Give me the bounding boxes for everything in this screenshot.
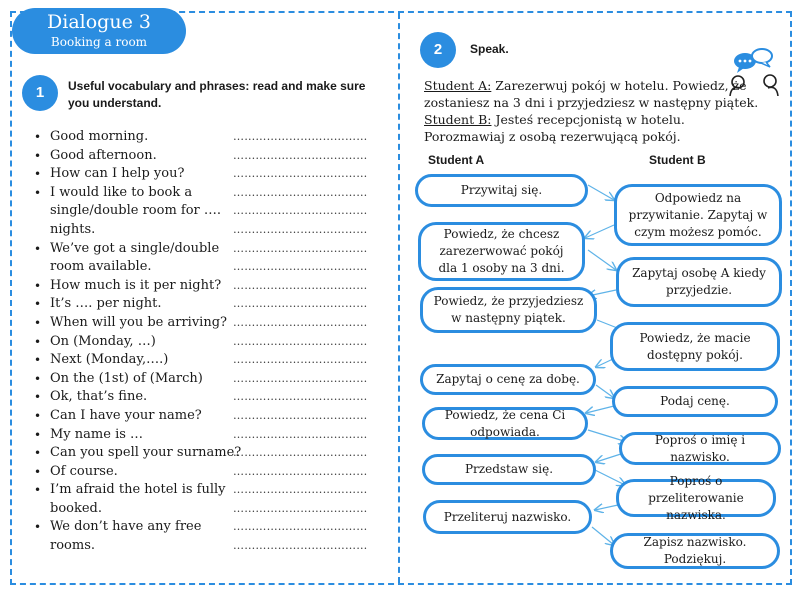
vocab-phrase: Good morning. — [50, 129, 149, 144]
answer-blank: ……………………………… — [233, 539, 368, 553]
column-header-student-b: Student B — [649, 153, 706, 167]
vocab-phrase: Can you spell your surname? — [50, 445, 242, 461]
bullet-icon: • — [34, 464, 42, 479]
vocab-phrase: Can I have your name? — [50, 407, 202, 423]
vocab-phrase: It’s …. per night. — [50, 296, 162, 312]
bullet-icon: • — [34, 353, 42, 368]
bullet-icon: • — [34, 278, 42, 293]
answer-blank: ……………………………… — [233, 167, 368, 181]
answer-blank: ……………………………… — [233, 260, 368, 274]
vocab-phrase: How can I help you? — [50, 166, 185, 182]
answer-blank: ……………………………… — [233, 130, 368, 143]
vocab-phrase: Ok, that’s fine. — [50, 389, 148, 405]
bullet-icon: • — [34, 520, 42, 535]
step-2-badge: 2 — [420, 32, 456, 68]
answer-blank: ……………………………… — [233, 520, 368, 534]
vocab-phrase: Of course. — [50, 463, 118, 479]
bullet-icon: • — [34, 297, 42, 312]
title-subtitle: Booking a room — [50, 35, 148, 49]
bubble-b2: Zapytaj osobę A kiedy przyjedzie. — [616, 257, 782, 307]
bullet-icon: • — [34, 334, 42, 349]
bubble-b6: Poproś o przeliterowanie nazwiska. — [616, 479, 776, 517]
bullet-icon: • — [34, 446, 42, 461]
vocab-phrase: How much is it per night? — [50, 277, 222, 293]
vocab-phrase: I would like to book a — [50, 184, 193, 200]
bullet-icon: • — [34, 315, 42, 330]
bubble-a1: Przywitaj się. — [415, 174, 588, 207]
bubble-a2: Powiedz, że chcesz zarezerwować pokój dla 1 osoby na 3 dni. — [418, 222, 585, 281]
bullet-icon: • — [34, 130, 42, 144]
answer-blank: ……………………………… — [233, 501, 368, 515]
answer-blank: ……………………………… — [233, 334, 368, 348]
bubble-b7: Zapisz nazwisko. Podziękuj. — [610, 533, 780, 569]
bullet-icon: • — [34, 185, 42, 200]
answer-blank: ……………………………… — [233, 315, 368, 329]
answer-blank: ……………………………… — [233, 204, 368, 218]
vocab-phrase: My name is … — [50, 426, 144, 442]
bubble-a5: Powiedz, że cena Ci odpowiada. — [422, 407, 588, 440]
bullet-icon: • — [34, 241, 42, 256]
bullet-icon: • — [34, 427, 42, 442]
vocab-phrase: We’ve got a single/double — [50, 240, 220, 256]
answer-blank: ……………………………… — [233, 241, 368, 255]
vocab-phrase: I’m afraid the hotel is fully — [50, 482, 226, 498]
bubble-a4: Zapytaj o cenę za dobę. — [420, 364, 596, 395]
title-main: Dialogue 3 — [47, 11, 151, 33]
student-a-task-text-1: Zarezerwuj pokój w hotelu. Powiedz, że — [491, 78, 747, 93]
vocab-phrase: On (Monday, …) — [50, 333, 156, 349]
bullet-icon: • — [34, 167, 42, 182]
bubble-b5: Poproś o imię i nazwisko. — [619, 432, 781, 465]
student-b-task-text: Jesteś recepcjonistą w hotelu. — [491, 112, 685, 127]
bubble-a7: Przeliteruj nazwisko. — [423, 500, 592, 534]
bullet-icon: • — [34, 148, 42, 163]
bubble-b3: Powiedz, że macie dostępny pokój. — [610, 322, 780, 371]
student-a-task-line-2: zostaniesz na 3 dni i przyjedziesz w następny piątek. — [424, 95, 759, 110]
vocab-phrase: When will you be arriving? — [50, 314, 227, 330]
vocab-phrase: On the (1st) of (March) — [50, 370, 203, 386]
answer-blank: ……………………………… — [233, 222, 368, 236]
answer-blank: ……………………………… — [233, 353, 368, 367]
answer-blank: ……………………………… — [233, 408, 368, 422]
answer-blank: ……………………………… — [233, 446, 368, 460]
answer-blank: ……………………………… — [233, 278, 368, 292]
bubble-a3: Powiedz, że przyjedziesz w następny piątek. — [420, 287, 597, 333]
answer-blank: ……………………………… — [233, 297, 368, 311]
step-1-badge: 1 — [22, 75, 58, 111]
student-a-role: Student A: — [424, 78, 492, 93]
bubble-b1: Odpowiedz na przywitanie. Zapytaj w czym możesz pomóc. — [614, 184, 782, 246]
answer-blank: ……………………………… — [233, 427, 368, 441]
answer-blank: ……………………………… — [233, 390, 368, 404]
section-1-instruction: Useful vocabulary and phrases: read and make sure you understand. — [68, 79, 366, 110]
answer-blank: ……………………………… — [233, 148, 368, 162]
answer-blank: ……………………………… — [233, 371, 368, 385]
student-b-role: Student B: — [424, 112, 492, 127]
vocab-phrase: nights. — [50, 221, 96, 237]
answer-blank: ……………………………… — [233, 483, 368, 497]
bubble-b4: Podaj cenę. — [612, 386, 778, 417]
vocab-phrase: room available. — [50, 259, 152, 275]
bullet-icon: • — [34, 408, 42, 423]
bullet-icon: • — [34, 483, 42, 498]
vocab-phrase: booked. — [50, 500, 102, 516]
answer-blank: ……………………………… — [233, 464, 368, 478]
answer-blank: ……………………………… — [233, 185, 368, 199]
vocab-phrase: Good afternoon. — [50, 147, 157, 163]
bullet-icon: • — [34, 371, 42, 386]
vocab-phrase: single/double room for …. — [50, 203, 222, 219]
vocab-phrase: rooms. — [50, 538, 95, 554]
column-header-student-a: Student A — [428, 153, 485, 167]
section-2-instruction: Speak. — [470, 42, 509, 56]
bubble-a6: Przedstaw się. — [422, 454, 596, 485]
bullet-icon: • — [34, 390, 42, 405]
task-line-4: Porozmawiaj z osobą rezerwującą pokój. — [424, 129, 681, 144]
vocab-phrase: Next (Monday,….) — [50, 352, 169, 368]
vocab-phrase: We don’t have any free — [50, 519, 202, 535]
